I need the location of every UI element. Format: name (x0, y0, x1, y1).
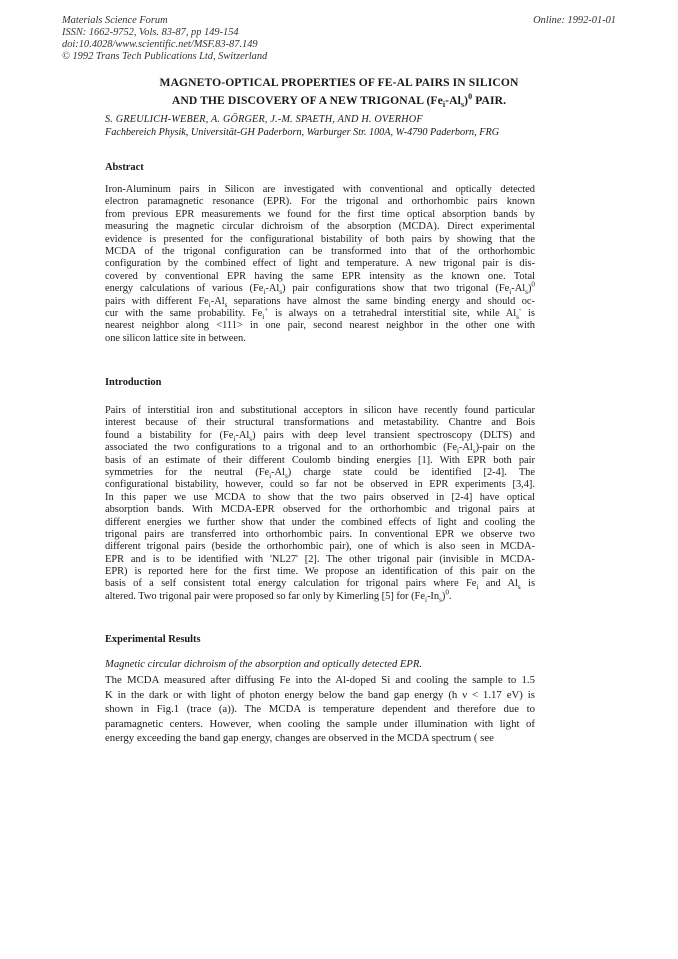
results-subheading: Magnetic circular dichroism of the absorption and optically detected EPR. (105, 659, 422, 670)
publication-info (62, 15, 267, 63)
author-list: S. GREULICH-WEBER, A. GÖRGER, J.-M. SPAETH, AND H. OVERHOF (105, 114, 423, 125)
results-text: The MCDA measured after diffusing Fe into the Al-doped Si and cooling the sample to 1.5 K in the dark or with light of photon energy below the band gap energy (h ν < 1.17 eV) is shown in Fig.1 (trace (a)). The MCDA is temperature dependent and therefore due to paramagnetic centers. However, when cooling the sample under illumination with light of energy exceeding the band gap energy, changes are observed in the MCDA spectrum ( see (105, 674, 535, 745)
online-date: Online: 1992-01-01 (533, 15, 616, 26)
title-line-2: AND THE DISCOVERY OF A NEW TRIGONAL $(Fe_i-Al_s)^0$ PAIR. (171, 92, 507, 110)
paper-title (62, 76, 616, 112)
doi-line: doi:10.4028/www.scientific.net/MSF.83-87.149 (62, 39, 258, 50)
affiliation: Fachbereich Physik, Universität-GH Paderborn, Warburger Str. 100A, W-4790 Paderborn, FRG (105, 127, 500, 138)
introduction-text: Pairs of interstitial iron and substitutional acceptors in silicon have recently found particular interest because of their structural transformations and metastability. Chantre and Bois found a bistability for $(Fe_i-Al_s)$ pairs with deep level transient spectroscopy (DLTS) and associated the two configurations to a trigonal and to an orthorhombic $(Fe_i-Al_s)$-pair on the basis of an estimate of their different Coulomb binding energies [1]. With EPR both pair symmetries for the neutral $(Fe_i-Al_s)$ charge state could be identified [2-4]. The configurational bistability, however, could so far not be observed in EPR experiments [3,4]. In this paper we use MCDA to show that the two pairs observed in [2-4] have optical absorption bands. With MCDA-EPR observed for the orthorhombic and trigonal pairs at different energies we further show that under the combined effects of light and cooling the trigonal pairs are transferred into orthorhombic pairs. In conventional EPR we observe two different trigonal pairs (beside the orthorhombic pair), one of which is also seen in MCDA- EPR and is to be identified with 'NL27' [2]. The other trigonal pair (invisible in MCDA- EPR) is reported here for the first time. We propose an identification of this pair on the basis of a self consistent total energy calculation for trigonal pairs where $Fe_i$ and $Al_s$ is altered. Two trigonal pair were proposed so far only by Kimerling [5] for $(Fe_i-In_s)^0$. (105, 405, 536, 604)
issn-line: ISSN: 1662-9752, Vols. 83-87, pp 149-154 (62, 27, 239, 38)
introduction-heading: Introduction (105, 377, 162, 388)
journal-name: Materials Science Forum (62, 15, 168, 26)
copyright-line: © 1992 Trans Tech Publications Ltd, Switzerland (62, 51, 268, 62)
abstract-text: Iron-Aluminum pairs in Silicon are investigated with conventional and optically detected electron paramagnetic resonance (EPR). For the trigonal and orthorhombic pairs known from previous EPR measurements we found for the first time optical absorption bands by measuring the magnetic circular dichroism of the absorption (MCDA). Direct experimental evidence is presented for the configurational bistability of both pairs by showing that the MCDA of the trigonal configuration can be transformed into that of the orthorhombic configuration by the combined effect of light and temperature. A new trigonal pair is dis- covered by conventional EPR having the same EPR intensity as the known one. Total energy calculations of various $(Fe_i-Al_s)$ pair configurations show that two trigonal $(Fe_i-Al_s)^0$ pairs with different $Fe_i-Al_s$ separations have almost the same binding energy and should oc- cur with the same probability. $Fe_i^+$ is always on a tetrahedral interstitial site, while $Al_s^-$ is nearest neighbor along <111> in one pair, second nearest neighbor in the other one with one silicon lattice site in between. (105, 184, 535, 344)
abstract-heading: Abstract (105, 162, 144, 173)
title-line-1: MAGNETO-OPTICAL PROPERTIES OF FE-AL PAIRS IN SILICON (159, 76, 519, 89)
results-heading: Experimental Results (105, 634, 201, 645)
